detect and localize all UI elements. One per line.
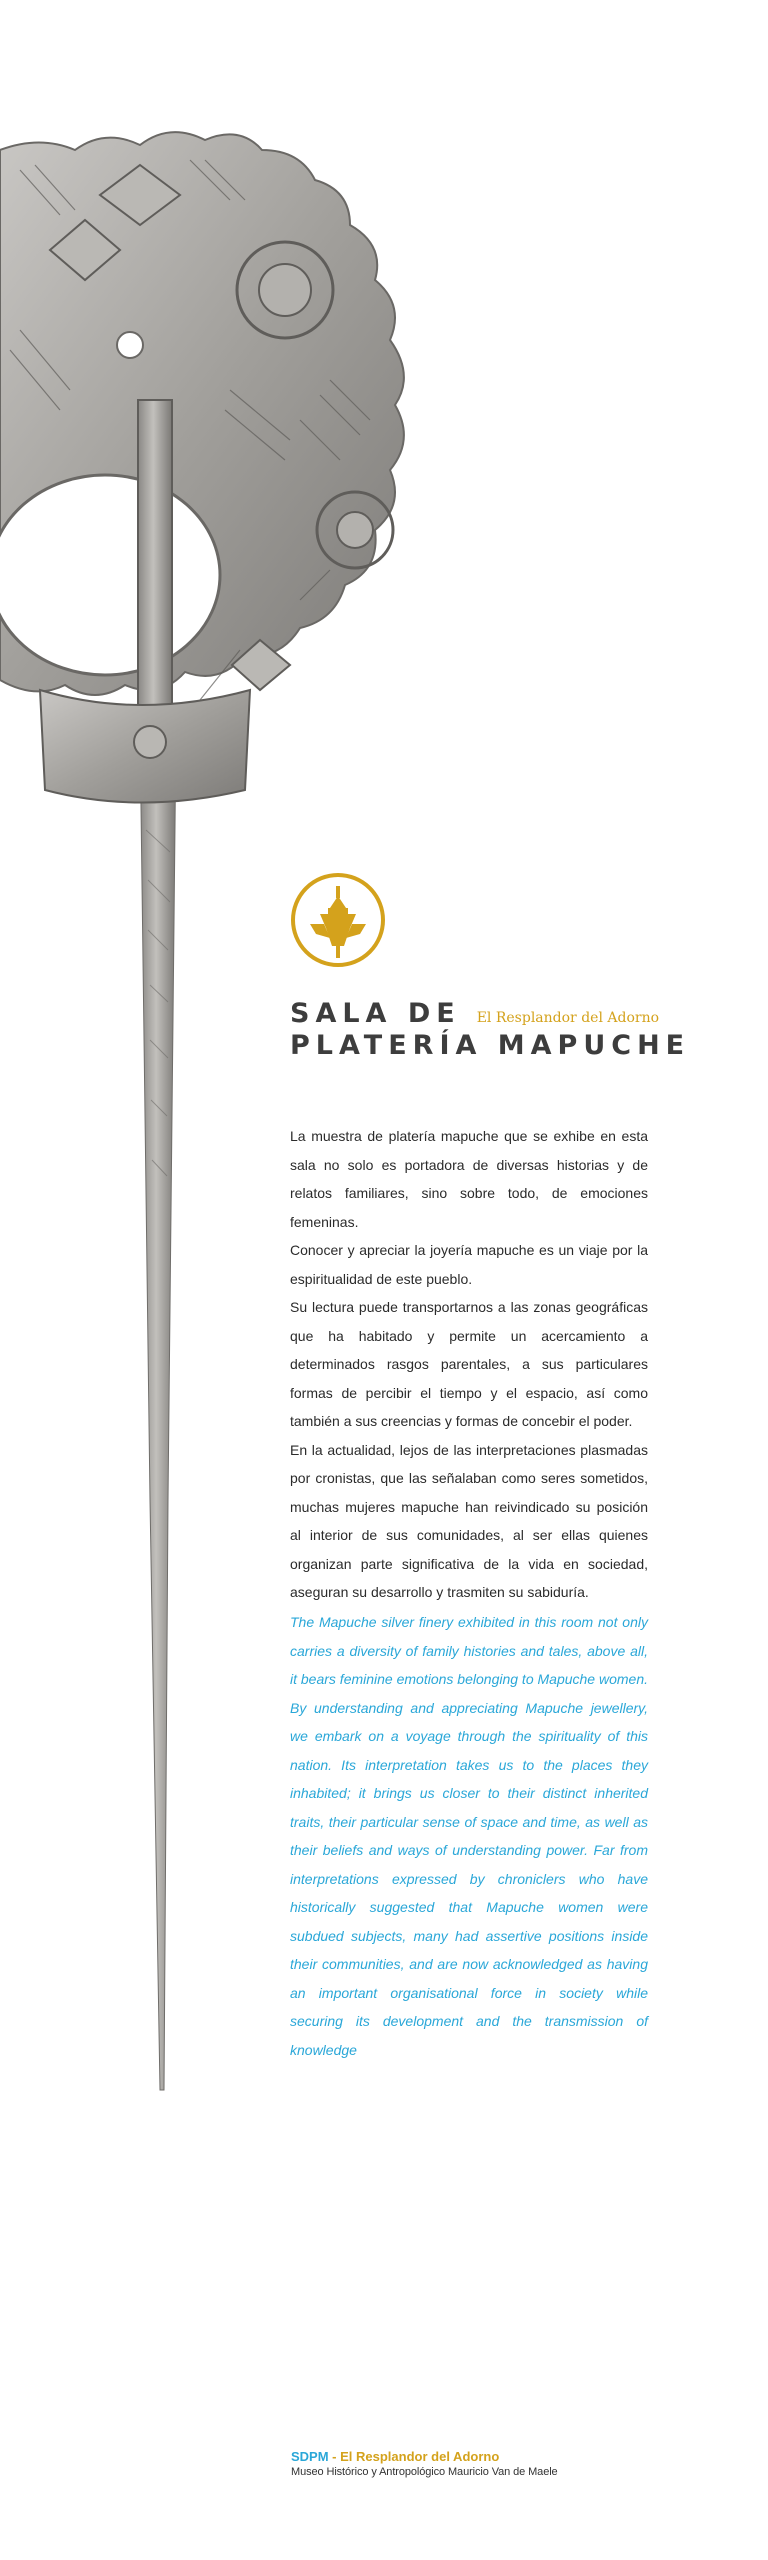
- title-line-1: SALA DE: [290, 998, 461, 1029]
- footer: [291, 2448, 558, 2480]
- footer-abbr: SDPM: [291, 2449, 329, 2464]
- spanish-paragraph: Conocer y apreciar la joyería mapuche es un viaje por la espiritualidad de este pueblo.: [290, 1242, 648, 1287]
- footer-title: [291, 2448, 558, 2465]
- spanish-paragraph: La muestra de platería mapuche que se exhibe en esta sala no solo es portadora de diversas historias y de relatos familiares, sino sobre todo, de emociones femeninas.: [290, 1128, 648, 1230]
- title-subtitle: El Resplandor del Adorno: [476, 1010, 660, 1026]
- mapuche-jewel-emblem-icon: [290, 872, 386, 968]
- footer-museum: Museo Histórico y Antropológico Mauricio Van de Maele: [291, 2466, 558, 2478]
- pin-disc: [0, 132, 404, 802]
- title-block: [290, 998, 690, 1062]
- footer-name: El Resplandor del Adorno: [340, 2449, 500, 2464]
- title-line-2: PLATERÍA MAPUCHE: [290, 1030, 691, 1061]
- spanish-text: [290, 1122, 648, 1607]
- english-text: The Mapuche silver finery exhibited in this room not only carries a diversity of family histories and tales, above all, it bears feminine emotions belonging to Mapuche women. By understanding and appreciating Mapuche jewellery, we embark on a voyage through the spirituality of this nation. Its interpretation takes us to the places they inhabited; it brings us closer to their distinct inherited traits, their particular sense of space and time, as well as their beliefs and ways of understanding power. Far from interpretations expressed by chroniclers who have historically suggested that Mapuche women were subdued subjects, many had assertive positions inside their communities, and are now acknowledged as having an important organisational force in society while securing its development and the transmission of knowledge: [290, 1614, 648, 2058]
- spanish-paragraph: En la actualidad, lejos de las interpretaciones plasmadas por cronistas, que las señalaban como seres sometidos, muchas mujeres mapuche han reivindicado su posición al interior de sus comunidades, al ser ellas quienes organizan parte significativa de la vida en sociedad, aseguran su desarrollo y trasmiten su sabiduría.: [290, 1441, 648, 1600]
- footer-separator: -: [328, 2449, 341, 2464]
- pin-needle: [140, 730, 176, 2090]
- spanish-paragraph: Su lectura puede transportarnos a las zonas geográficas que ha habitado y permite un acercamiento a determinados rasgos parentales, a sus particulares formas de percibir el tiempo y el espacio, así como también a sus creencias y formas de concebir el poder.: [290, 1299, 648, 1429]
